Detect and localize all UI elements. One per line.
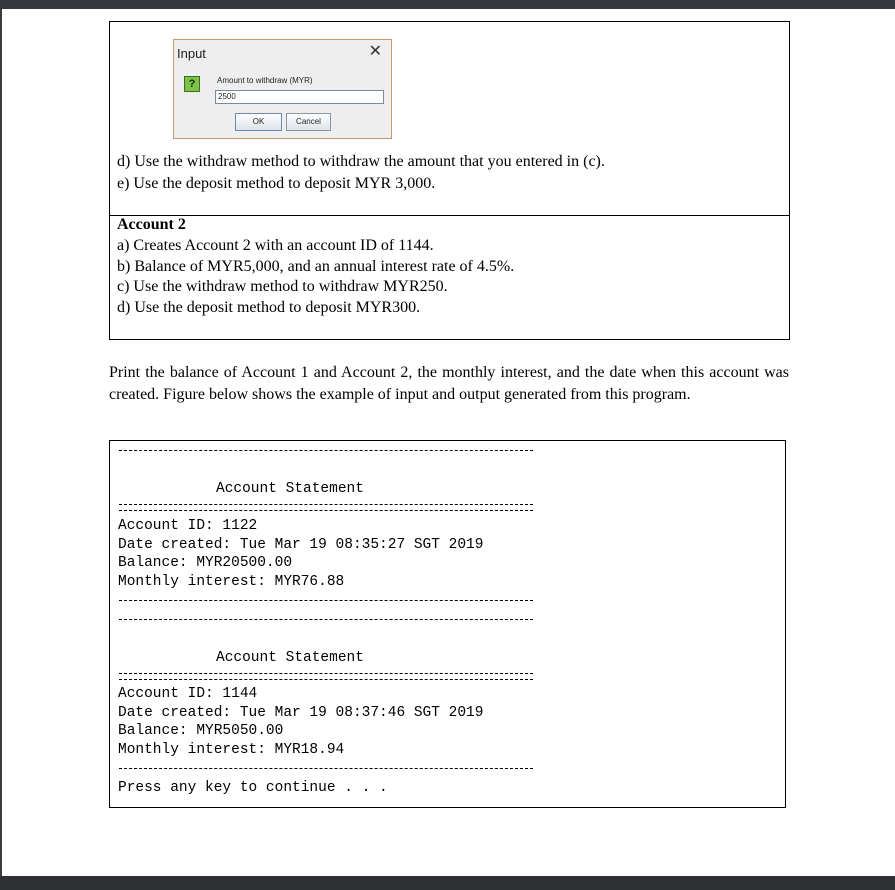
console-footer: Press any key to continue . . . [118,780,388,796]
separator-line [119,450,533,451]
separator-line [119,619,533,620]
account2-step-b: b) Balance of MYR5,000, and an annual interest rate of 4.5%. [117,258,515,275]
separator-line [119,679,533,680]
separator-line [119,673,533,674]
viewer-top-bar [0,0,895,9]
statement1-balance: Balance: MYR20500.00 [118,555,293,571]
cancel-button[interactable]: Cancel [286,113,331,131]
viewer-bottom-bar [0,876,895,890]
account2-step-a: a) Creates Account 2 with an account ID of 1144. [117,237,434,254]
statement1-account-id: Account ID: 1122 [118,518,258,534]
instructions-paragraph: Print the balance of Account 1 and Account 2, the monthly interest, and the date when this account was created. Figure below shows the example of input and output generated from this program. [109,364,789,403]
separator-line [119,600,533,601]
statement2-title: Account Statement [216,650,364,666]
statement1-interest: Monthly interest: MYR76.88 [118,574,345,590]
dialog-title: Input [177,46,206,61]
statement2-interest: Monthly interest: MYR18.94 [118,742,345,758]
separator-line [119,768,533,769]
statement1-title: Account Statement [216,481,364,497]
dialog-prompt: Amount to withdraw (MYR) [217,76,313,85]
ok-button[interactable]: OK [235,113,282,131]
account2-step-c: c) Use the withdraw method to withdraw MYR250. [117,278,448,295]
viewer-left-edge [0,9,2,876]
statement2-balance: Balance: MYR5050.00 [118,723,284,739]
account1-step-d: d) Use the withdraw method to withdraw the amount that you entered in (c). [117,153,605,170]
account1-step-e: e) Use the deposit method to deposit MYR 3,000. [117,175,436,192]
separator-line [119,504,533,505]
close-icon[interactable]: ✕ [368,43,382,60]
statement2-date: Date created: Tue Mar 19 08:37:46 SGT 2019 [118,705,484,721]
separator-line [119,510,533,511]
account2-heading: Account 2 [117,216,186,233]
question-icon: ? [184,76,200,92]
input-dialog [173,39,392,139]
statement1-date: Date created: Tue Mar 19 08:35:27 SGT 2019 [118,537,484,553]
statement2-account-id: Account ID: 1144 [118,686,258,702]
account2-step-d: d) Use the deposit method to deposit MYR300. [117,299,421,316]
amount-input[interactable]: 2500 [215,90,384,104]
